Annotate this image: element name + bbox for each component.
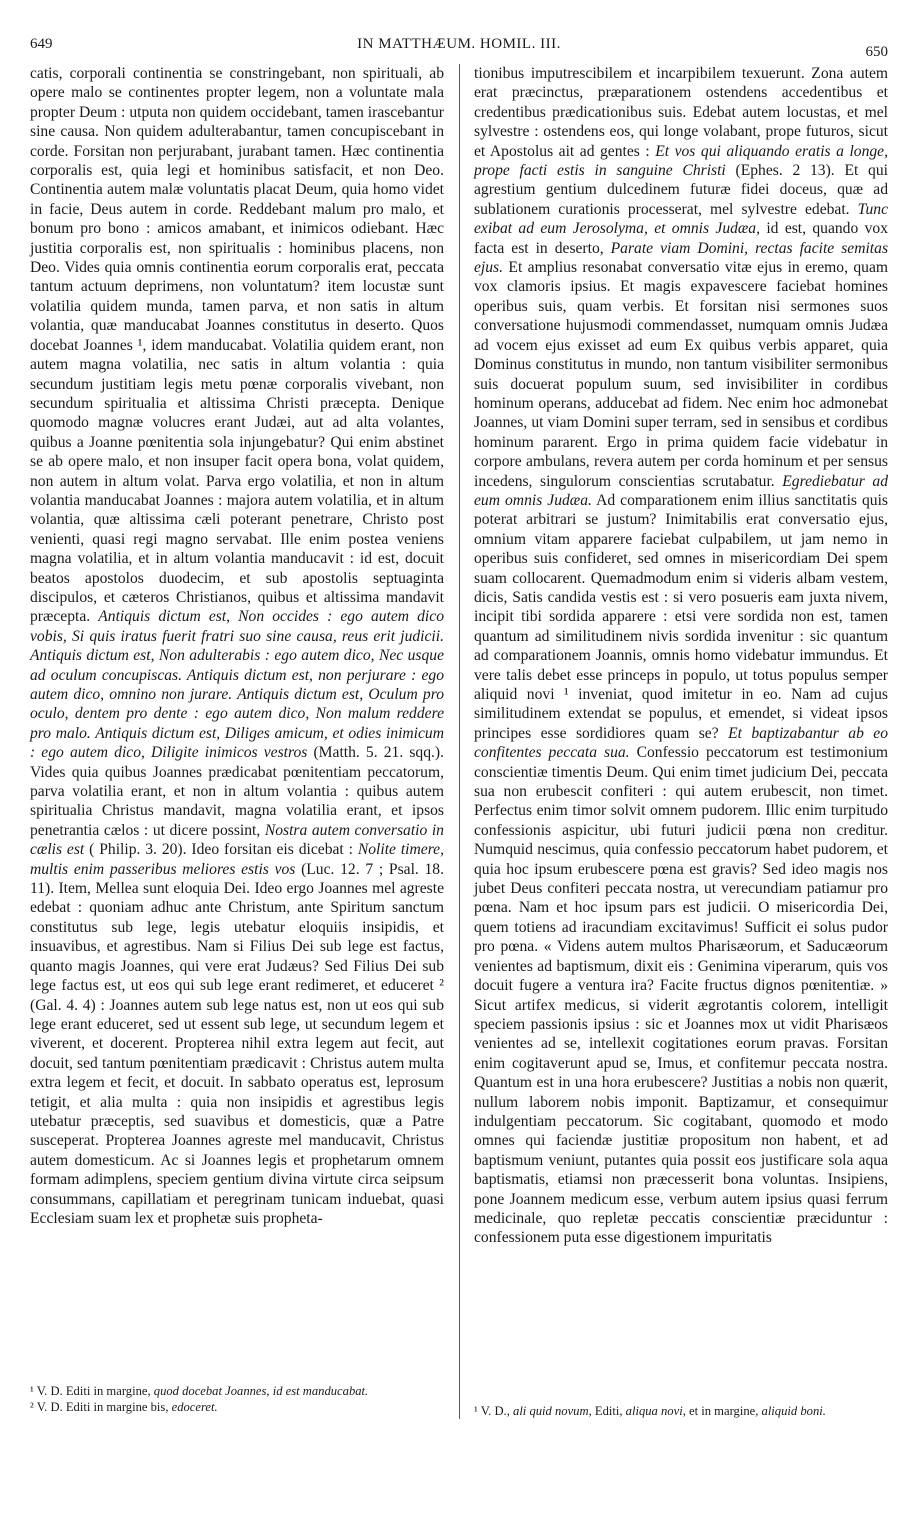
- footnotes-left: [30, 1384, 444, 1415]
- left-text-1: catis, corporali continentia se constringebant, non spirituali, ab opere malo se continentes propter legem, non a voluntate mala propter Deum : utputa non quidem occidebant, tamen irascebantur sine causa. Non quidem adulterabantur, tamen concupiscebant in corde. Forsitan non perjurabant, jurabant tamen. Hæc continentia corporalis est, quia legi et hominibus satisfacit, et non Deo. Continentia autem malæ voluntatis placat Deum, quia homo videt in facie, Deus autem in corde. Reddebant malum pro malo, et bonum pro bono : amicos amabant, et inimicos odiebant. Hæc justitia corporalis est, non spiritualis : hominibus placens, non Deo. Vides quia omnis continentia eorum corporalis erat, peccata tantum actuum deprimens, non voluntatum? item locustæ sunt volatilia quidem munda, tamen parva, et non satis in altum volantia, quæ manducabat Joannes constitutus in deserto. Quos docebat Joannes ¹, idem manducabat. Volatilia quidem erant, non autem magna volatilia, nec satis in altum volantia : quia secundum justitiam legis metu pœnæ corporalis vivebant, non secundum spiritualia et altissima Christi præcepta. Denique quomodo magnæ volucres erant Judæi, aut ad alta volantes, quibus a Joanne pœnitentia sola injungebatur? Qui enim abstinet se ab opere malo, et non insuper facit opera bona, volat quidem, non autem in altum volat. Parva ergo volatilia, et non in altum volantia manducabat Joannes : majora autem volatilia, et in altum volantia, quæ altissima cæli poterant penetrare, Christo post venienti, quasi regi magno servabat. Ille enim postea veniens magna volatilia, et in altum volantia manducavit : id est, docuit beatos apostolos duodecim, et sub apostolis septuaginta discipulos, et cæteros Christianos, quibus et altissima mandavit præcepta.: [30, 65, 444, 626]
- left-column: [30, 64, 444, 1228]
- right-italic-2: Tunc exibat ad eum Jerosolyma, et omnis Judæa,: [474, 200, 888, 238]
- left-italic-1: Antiquis dictum est, Non occides : ego autem dico vobis, Si quis iratus fuerit fratri suo sine causa, reus erit judicii. Antiquis dictum est, Non adulterabis : ego autem dico, Nec usque ad oculum concupiscas. Antiquis dictum est, non perjurare : ego autem dico, omnino non jurare. Antiquis dictum est, Oculum pro oculo, dentem pro dente : ego autem dico, Non malum reddere pro malo. Antiquis dictum est, Diliges amicum, et odies inimicum : ego autem dico, Diligite inimicos vestros: [30, 608, 444, 762]
- running-head: [30, 36, 888, 60]
- right-italic-3: Parate viam Domini, rectas facite semitas ejus.: [474, 239, 889, 277]
- footnote-left-2-prefix: ² V. D. Editi in margine bis,: [30, 1399, 172, 1414]
- footnote-left-1: [30, 1384, 444, 1400]
- right-text-1: tionibus imputrescibilem et incarpibilem texuerunt. Zona autem erat præcinctus, præparationem ostendens accedentibus et credentibus prædicationibus suis. Edebat autem locustas, et mel sylvestre : ostendens eos, qui longe volabant, prope futuros, sicut et Apostolus ait ad gentes :: [474, 65, 888, 160]
- footnote-right-1-italic: ali quid novum: [513, 1404, 589, 1418]
- right-text-5: Ad comparationem enim illius sanctitatis quis poterat arbitrari se justum? Inimitabilis erat conversatio ejus, omnium vitam apparere faciebat culpabilem, ut jam nemo in operibus suis confideret, sed omnes in misericordiam Dei spem suam collocarent. Quemadmodum enim si videris albam vestem, dicis, Satis candida vestis est : si vero posueris eam juxta nivem, incipit tibi sordida apparere : etsi vere sordida non est, tamen quantum ad similitudinem nivis sordida invenitur : sic quantum ad comparationem Joannis, omnis homo videbatur immundus. Et vere talis debet esse princeps in populo, ut totus populus semper aliquid novi ¹ inveniat, quod imitetur in eo. Nam ad cujus similitudinem extendat se populus, et emendet, si videat ipsos principes esse sordidiores quam se?: [474, 491, 888, 742]
- right-italic-1: Et vos qui aliquando eratis a longe, prope facti estis in sanguine Christi: [474, 142, 888, 180]
- footnote-right-1-italic-2: aliqua novi: [625, 1404, 683, 1418]
- left-text-4: (Luc. 12. 7 ; Psal. 18. 11). Item, Mellea sunt eloquia Dei. Ideo ergo Joannes mel agreste edebat : quoniam adhuc ante Christum, ante Spiritum sanctum constitutus sub lege, legis utebatur eloquiis insipidis, et insuavibus, et agrestibus. Nam si Filius Dei sub lege est factus, quanto magis Joannes, qui vere erat Judæus? Sed Filius Dei sub lege factus est, ut eos qui sub lege erant redimeret, et educeret ² (Gal. 4. 4) : Joannes autem sub lege natus est, non ut eos qui sub lege erant educeret, sed ut essent sub lege, ut secundum legem et viverent, et docerent. Propterea nihil extra legem aut fecit, aut docuit, sed tantum pœnitentiam prædicavit : Christus autem multa extra legem et fecit, et docuit. In sabbato operatus est, leprosum tetigit, et alia multa : quia non insipidis et agrestibus legis utebatur præceptis, sed suavibus et domesticis, quæ a Patre susceperat. Propterea Joannes agreste mel manducavit, Christus autem domesticum. Ac si Joannes legis et prophetarum omnem formam adimplens, speciem gentium divina virtute circa seipsum consummans, capillatiam et peregrinam tunicam induebat, quasi Ecclesiam suam lex et prophetæ suis propheta-: [30, 860, 445, 1227]
- page-number-left: 649: [30, 36, 53, 52]
- right-column-body: [474, 64, 888, 1248]
- right-text-3: id est, quando vox facta est in deserto,: [474, 220, 888, 257]
- column-divider: [459, 64, 460, 1419]
- left-text-3: ( Philip. 3. 20). Ideo forsitan eis dicebat :: [84, 841, 358, 859]
- footnote-left-2-italic: edoceret.: [171, 1399, 218, 1414]
- footnotes-right: [474, 1404, 888, 1420]
- page-number-right: 650: [865, 44, 888, 60]
- left-italic-2: Nostra autem conversatio in cælis est: [30, 821, 444, 859]
- left-text-2: (Matth. 5. 21. sqq.). Vides quia quibus Joannes prædicabat pœnitentiam peccatorum, parva volatilia erant, et non in altum volantia : quibus autem spiritualia Christus mandavit, magna volatilia erant, et ipsos penetrantia cælos : ut dicere possint,: [30, 744, 444, 839]
- footnote-right-1-italic-3: aliquid boni.: [761, 1404, 826, 1418]
- left-column-body: [30, 64, 444, 1228]
- right-text-6: Confessio peccatorum est testimonium conscientiæ timentis Deum. Qui enim timet judicium Dei, peccata sua non erubescit confiteri : qui autem erubescit, non timet. Perfectus enim timor solvit omnem pudorem. Illic enim turpitudo confessionis aspicitur, ubi futuri judicii pœna non creditur. Numquid nescimus, quia confessio peccatorum habet pudorem, et quia hoc ipsum erubescere pœna est gravis? Sed ideo magis nos jubet Deus confiteri peccata nostra, ut verecundiam patiamur pro pœna. Nam et hoc ipsum pars est judicii. O misericordia Dei, quem totiens ad iracundiam excitavimus! Sufficit ei solus pudor pro pœna. « Videns autem multos Pharisæorum, et Saducæorum venientes ad baptismum, dixit eis : Genimina viperarum, quis vos docuit fugere a ventura ira? Facite fructus dignos pœnitentiæ. » Sicut artifex medicus, si viderit ægrotantis colorem, intelligit speciem passionis ipsius : sic et Joannes mox ut vidit Pharisæos venientes ad se, intellexit cogitationes eorum pravas. Forsitan enim cogitaverunt apud se, Imus, et confitemur peccata nostra. Quantum est in una hora erubescere? Justitias a nobis non quærit, nullum laborem nobis imponit. Baptizamur, et consequimur indulgentiam peccatorum. Sic cogitabant, quomodo et modo omnes qui faciendæ justitiæ propositum non habent, et ad baptismum veniunt, putantes quia possit eos justificare sola aqua baptismatis, etiamsi non præcesserit bona voluntas. Insipiens, pone Joannem medicum esse, verbum autem ipsius quasi ferrum medicinale, quo repletæ peccatis conscientiæ præciduntur : confessionem puta esse digestionem impuritatis: [474, 744, 888, 1247]
- right-column: [474, 64, 888, 1248]
- right-text-4: Et amplius resonabat conversatio vitæ ejus in eremo, quam vox clamoris ipsius. Et magis expavescere faciebat homines operibus suis, quam verbis. Et forsitan nisi sermones suos conversatione hujusmodi commendasset, numquam omnis Judæa ad vocem ejus exisset ad eum Ex quibus verbis apparet, quia Dominus constitutus in mundo, non tantum visibiliter sermonibus suis docuerat populum suum, sed invisibiliter in cordibus hominum operans, adducebat ad fidem. Nec enim hoc admonebat Joannes, ut viam Domini super terram, sed in sensibus et cordibus hominum pararent. Ergo in prima quidem facie videbatur in corpore ambulans, revera autem per corda hominum et per sensus incedens, singulorum conscientias scrutabatur.: [474, 259, 888, 490]
- footnote-right-1-prefix: ¹ V. D.,: [474, 1404, 514, 1418]
- right-text-2: (Ephes. 2 13). Et qui agrestium gentium dulcedinem futuræ fidei doceus, quæ ad sublationem curationis processerat, mel sylvestre edebat.: [474, 162, 888, 218]
- left-italic-3: Nolite timere, multis enim passeribus meliores estis vos: [30, 841, 444, 878]
- right-italic-4: Egrediebatur ad eum omnis Judæa.: [474, 472, 888, 509]
- footnote-left-1-prefix: ¹ V. D. Editi in margine,: [30, 1384, 154, 1398]
- footnote-left-2: [30, 1400, 444, 1416]
- right-italic-5: Et baptizabantur ab eo confitentes peccata sua.: [474, 724, 889, 762]
- running-title: IN MATTHÆUM. HOMIL. III.: [357, 36, 561, 52]
- footnote-right-1-mid: , Editi,: [588, 1404, 626, 1418]
- footnote-right-1-mid-2: , et in margine,: [682, 1404, 762, 1418]
- footnote-left-1-italic: quod docebat Joannes, id est manducabat.: [153, 1384, 369, 1398]
- footnote-right-1: [474, 1404, 888, 1420]
